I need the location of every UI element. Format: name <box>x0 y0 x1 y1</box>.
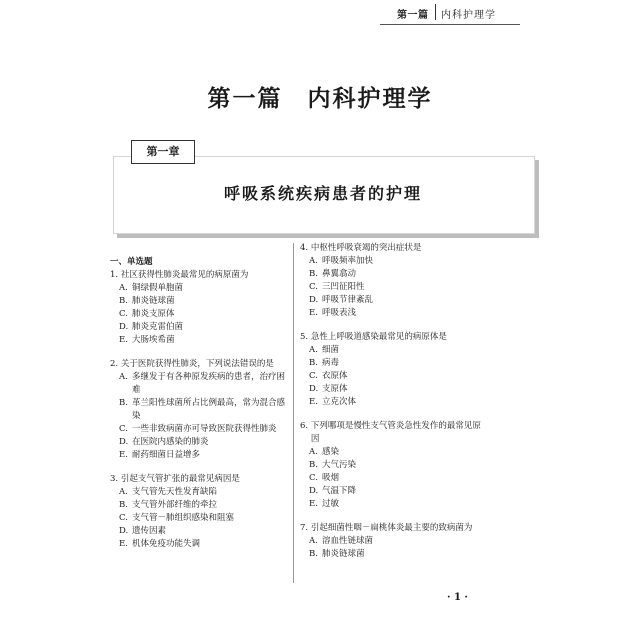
option-text: 支气管－肺组织感染和阻塞 <box>132 513 235 523</box>
option-letter: B. <box>309 460 318 470</box>
chapter-label: 第一章 <box>131 140 195 164</box>
answer-option <box>300 548 486 561</box>
option-letter: D. <box>119 437 129 447</box>
answer-option <box>300 485 486 498</box>
running-header-part: 第一篇 <box>397 10 429 21</box>
option-letter: C. <box>309 282 318 292</box>
answer-option <box>300 446 486 459</box>
part-title: 第一篇 内科护理学 <box>207 86 433 112</box>
answer-option <box>110 486 290 499</box>
option-text: 吸烟 <box>322 473 340 483</box>
question-stem <box>300 331 486 344</box>
option-text: 机体免疫功能失调 <box>132 539 201 549</box>
option-letter: B. <box>309 549 318 559</box>
question <box>300 331 486 409</box>
answer-option <box>300 357 486 370</box>
answer-option <box>300 294 486 307</box>
question-stem <box>110 473 290 486</box>
option-text: 支原体 <box>322 384 348 394</box>
answer-option <box>300 255 486 268</box>
answer-option <box>300 383 486 396</box>
question <box>300 420 486 511</box>
question-text: 关于医院获得性肺炎，下列说法错误的是 <box>120 359 274 369</box>
question-stem <box>110 269 290 282</box>
answer-option <box>110 295 290 308</box>
option-text: 感染 <box>322 447 340 457</box>
question-text: 下列哪项是慢性支气管炎急性发作的最常见原因 <box>310 421 481 444</box>
option-text: 立克次体 <box>322 397 357 407</box>
question <box>110 358 290 462</box>
option-text: 气温下降 <box>322 486 357 496</box>
option-letter: E. <box>309 397 318 407</box>
question-stem <box>300 242 486 255</box>
answer-option <box>110 282 290 295</box>
answer-option <box>110 512 290 525</box>
question-number: 5. <box>300 332 311 342</box>
option-letter: E. <box>119 335 128 345</box>
question-number: 6. <box>300 421 311 431</box>
answer-option <box>300 370 486 383</box>
option-letter: A. <box>309 536 318 546</box>
option-letter: C. <box>309 371 318 381</box>
question-number: 7. <box>300 523 311 533</box>
column-divider <box>293 243 294 583</box>
option-letter: C. <box>119 513 128 523</box>
question <box>300 522 486 561</box>
question-text: 引起支气管扩张的最常见病因是 <box>120 474 240 484</box>
option-letter: B. <box>119 500 128 510</box>
answer-option <box>110 371 290 397</box>
answer-option <box>110 525 290 538</box>
option-text: 铜绿假单胞菌 <box>132 283 184 293</box>
option-letter: A. <box>309 447 318 457</box>
question-number: 4. <box>300 243 311 253</box>
option-letter: A. <box>309 345 318 355</box>
option-text: 肺炎链球菌 <box>322 549 365 559</box>
answer-option <box>110 321 290 334</box>
chapter-title: 呼吸系统疾病患者的护理 <box>223 184 422 203</box>
option-text: 细菌 <box>322 345 340 355</box>
right-column <box>300 242 486 572</box>
option-letter: A. <box>119 487 128 497</box>
option-letter: E. <box>309 499 318 509</box>
answer-option <box>110 334 290 347</box>
option-letter: A. <box>119 283 128 293</box>
option-letter: E. <box>119 539 128 549</box>
option-text: 肺炎支原体 <box>132 309 175 319</box>
option-letter: B. <box>309 358 318 368</box>
answer-option <box>110 499 290 512</box>
option-letter: A. <box>309 256 318 266</box>
option-letter: B. <box>119 398 128 408</box>
answer-option <box>110 423 290 436</box>
option-text: 鼻翼翕动 <box>322 269 357 279</box>
question-text: 中枢性呼吸衰竭的突出症状是 <box>310 243 422 253</box>
option-text: 肺炎链球菌 <box>132 296 175 306</box>
answer-option <box>110 449 290 462</box>
option-text: 呼吸频率加快 <box>322 256 374 266</box>
option-text: 大气污染 <box>322 460 357 470</box>
option-text: 革兰阳性球菌所占比例最高，常为混合感染 <box>132 398 286 421</box>
question <box>110 269 290 347</box>
page-number: · 1 · <box>447 592 468 603</box>
answer-option <box>110 308 290 321</box>
question-number: 2. <box>110 359 121 369</box>
section-heading: 一、单选题 <box>110 257 153 267</box>
option-letter: D. <box>119 526 129 536</box>
option-letter: B. <box>309 269 318 279</box>
option-text: 支气管先天性发育缺陷 <box>132 487 218 497</box>
question-text: 引起细菌性咽－扁桃体炎最主要的致病菌为 <box>310 523 473 533</box>
option-text: 病毒 <box>322 358 340 368</box>
question <box>110 473 290 551</box>
option-text: 三凹征阳性 <box>322 282 365 292</box>
question-list-right <box>300 242 486 561</box>
option-letter: C. <box>119 309 128 319</box>
question-stem <box>110 358 290 371</box>
option-text: 过敏 <box>322 499 340 509</box>
answer-option <box>300 498 486 511</box>
answer-option <box>300 472 486 485</box>
option-letter: E. <box>309 308 318 318</box>
question <box>300 242 486 320</box>
option-letter: D. <box>309 295 319 305</box>
option-letter: D. <box>119 322 129 332</box>
option-text: 衣原体 <box>322 371 348 381</box>
answer-option <box>110 538 290 551</box>
option-text: 大肠埃希菌 <box>132 335 175 345</box>
running-header-book: 内科护理学 <box>441 10 496 21</box>
option-text: 耐药细菌日益增多 <box>132 450 201 460</box>
question-stem <box>300 522 486 535</box>
option-text: 在医院内感染的肺炎 <box>132 437 209 447</box>
option-text: 肺炎克雷伯菌 <box>132 322 184 332</box>
option-letter: B. <box>119 296 128 306</box>
question-number: 1. <box>110 270 121 280</box>
question-stem <box>300 420 486 446</box>
left-column <box>110 256 290 562</box>
option-text: 呼吸表浅 <box>322 308 357 318</box>
question-text: 急性上呼吸道感染最常见的病原体是 <box>310 332 447 342</box>
answer-option <box>300 268 486 281</box>
option-text: 溶血性链球菌 <box>322 536 374 546</box>
option-letter: C. <box>119 424 128 434</box>
question-list-left <box>110 269 290 551</box>
answer-option <box>110 436 290 449</box>
question-number: 3. <box>110 474 121 484</box>
answer-option <box>300 396 486 409</box>
option-text: 多继发于有各种原发疾病的患者，治疗困难 <box>132 372 286 395</box>
answer-option <box>300 307 486 320</box>
option-text: 遗传因素 <box>132 526 167 536</box>
option-letter: E. <box>119 450 128 460</box>
running-header-separator <box>435 4 436 20</box>
question-text: 社区获得性肺炎最常见的病原菌为 <box>120 270 249 280</box>
option-letter: D. <box>309 486 319 496</box>
option-text: 呼吸节律紊乱 <box>322 295 374 305</box>
option-text: 支气管外部纤维的牵拉 <box>132 500 218 510</box>
answer-option <box>110 397 290 423</box>
answer-option <box>300 535 486 548</box>
running-header-rule <box>380 24 520 25</box>
option-letter: C. <box>309 473 318 483</box>
answer-option <box>300 344 486 357</box>
option-text: 一些非致病菌亦可导致医院获得性肺炎 <box>132 424 277 434</box>
answer-option <box>300 459 486 472</box>
option-letter: D. <box>309 384 319 394</box>
answer-option <box>300 281 486 294</box>
option-letter: A. <box>119 372 128 382</box>
